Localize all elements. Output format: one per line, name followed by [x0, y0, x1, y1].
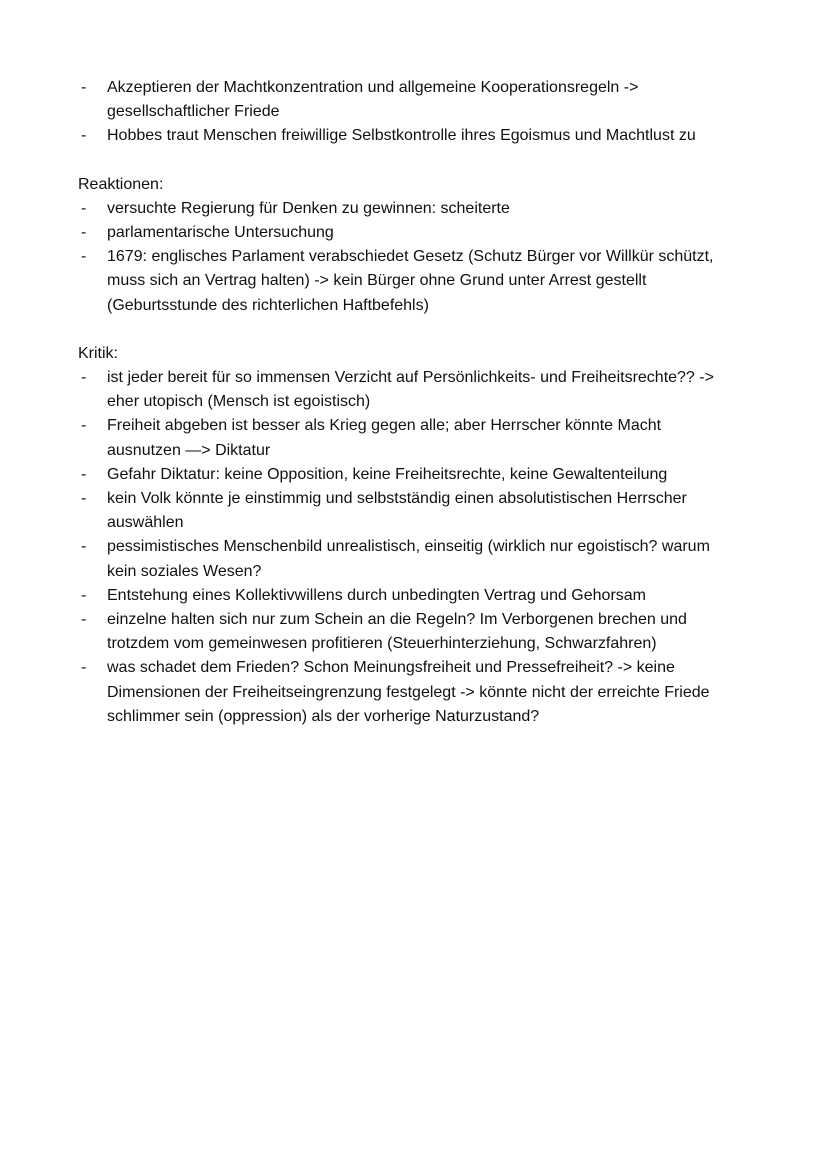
dash-bullet-icon: - — [81, 611, 87, 629]
list-item-text: Gefahr Diktatur: keine Opposition, keine Freiheitsrechte, keine Gewaltenteilung — [107, 465, 668, 483]
list-item-text: Akzeptieren der Machtkonzentration und allgemeine Kooperationsregeln -> — [107, 79, 639, 96]
list-item — [78, 463, 768, 487]
list-item-text: Dimensionen der Freiheitseingrenzung festgelegt -> könnte nicht der erreichte Friede — [107, 683, 710, 701]
section-reaktionen — [78, 173, 768, 318]
list-item — [78, 487, 768, 535]
list-item-text: ist jeder bereit für so immensen Verzicht auf Persönlichkeits- und Freiheitsrechte?? -> — [107, 369, 714, 387]
list-item-text: ausnutzen —> Diktatur — [107, 441, 271, 459]
kritik-list — [78, 366, 768, 729]
dash-bullet-icon: - — [81, 417, 87, 435]
list-item — [78, 608, 768, 656]
dash-bullet-icon: - — [81, 538, 87, 556]
dash-bullet-icon: - — [81, 79, 87, 96]
list-item-text: pessimistisches Menschenbild unrealistisch, einseitig (wirklich nur egoistisch? warum — [107, 538, 710, 556]
intro-list — [78, 76, 768, 149]
dash-bullet-icon: - — [81, 490, 87, 508]
list-item — [78, 414, 768, 462]
list-item-text: Entstehung eines Kollektivwillens durch unbedingten Vertrag und Gehorsam — [107, 586, 646, 604]
list-item — [78, 656, 768, 729]
dash-bullet-icon: - — [81, 465, 87, 483]
dash-bullet-icon: - — [81, 586, 87, 604]
list-item-text: trotzdem vom gemeinwesen profitieren (Steuerhinterziehung, Schwarzfahren) — [107, 635, 657, 653]
list-item-text: kein soziales Wesen? — [107, 562, 262, 580]
list-item — [78, 366, 768, 414]
list-item-text: was schadet dem Frieden? Schon Meinungsfreiheit und Pressefreiheit? -> keine — [107, 659, 675, 677]
list-item — [78, 245, 768, 318]
list-item-text: 1679: englisches Parlament verabschiedet Gesetz (Schutz Bürger vor Willkür schützt, — [107, 248, 714, 266]
dash-bullet-icon: - — [81, 248, 87, 266]
list-item — [78, 221, 768, 245]
section-heading-kritik: Kritik: — [78, 344, 118, 362]
document-content — [78, 76, 768, 729]
list-item-text: (Geburtsstunde des richterlichen Haftbefehls) — [107, 296, 429, 314]
dash-bullet-icon: - — [81, 659, 87, 677]
list-item-text: schlimmer sein (oppression) als der vorherige Naturzustand? — [107, 707, 540, 725]
dash-bullet-icon: - — [81, 369, 87, 387]
list-item — [78, 197, 768, 221]
list-item — [78, 76, 768, 124]
list-item-text: eher utopisch (Mensch ist egoistisch) — [107, 393, 371, 411]
list-item-text: versuchte Regierung für Denken zu gewinnen: scheiterte — [107, 199, 510, 217]
list-item-text: parlamentarische Untersuchung — [107, 224, 334, 242]
list-item-text: einzelne halten sich nur zum Schein an die Regeln? Im Verborgenen brechen und — [107, 611, 687, 629]
dash-bullet-icon: - — [81, 224, 87, 242]
list-item — [78, 584, 768, 608]
list-item-text: kein Volk könnte je einstimmig und selbstständig einen absolutistischen Herrscher — [107, 490, 687, 508]
list-item-text: Hobbes traut Menschen freiwillige Selbstkontrolle ihres Egoismus und Machtlust zu — [107, 127, 696, 145]
list-item — [78, 535, 768, 583]
list-item-text: auswählen — [107, 514, 184, 532]
reaktionen-list — [78, 197, 768, 318]
section-kritik — [78, 342, 768, 729]
list-item-text: Freiheit abgeben ist besser als Krieg gegen alle; aber Herrscher könnte Macht — [107, 417, 662, 435]
section-heading-reaktionen: Reaktionen: — [78, 175, 164, 193]
list-item — [78, 124, 768, 148]
list-item-text: muss sich an Vertrag halten) -> kein Bürger ohne Grund unter Arrest gestellt — [107, 272, 647, 290]
dash-bullet-icon: - — [81, 199, 87, 217]
dash-bullet-icon: - — [81, 127, 87, 145]
list-item-text: gesellschaftlicher Friede — [107, 103, 280, 121]
